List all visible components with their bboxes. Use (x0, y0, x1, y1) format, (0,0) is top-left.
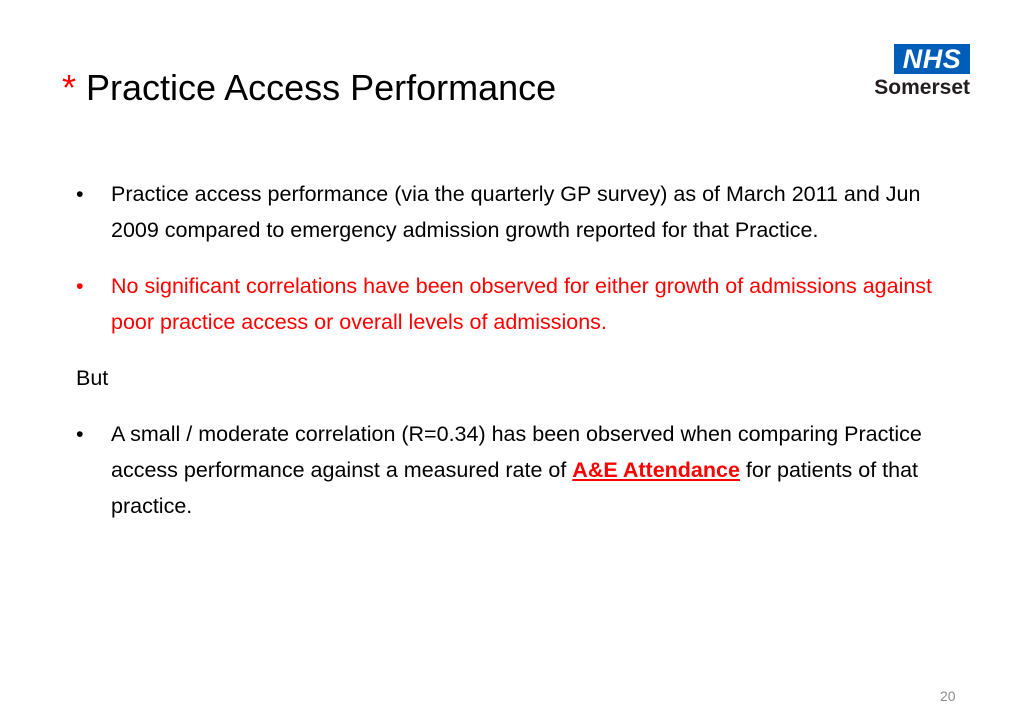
plain-paragraph: But (76, 366, 109, 390)
ae-attendance-link[interactable]: A&E Attendance (572, 458, 740, 482)
slide-title (62, 66, 556, 110)
organization-name: Somerset (874, 76, 970, 99)
bullet-text-suffix: for patients of that practice. (111, 458, 919, 518)
nhs-somerset-logo (858, 44, 970, 104)
title-asterisk: * (62, 67, 77, 108)
nhs-logo-badge: NHS (894, 44, 970, 74)
bullet-dot-icon: • (76, 274, 84, 298)
bullet-text: Practice access performance (via the quarterly GP survey) as of March 2011 and Jun 2009 compared to emergency admission growth reported for that Practice. (111, 182, 921, 242)
bullet-item (76, 176, 966, 248)
bullet-text-prefix: A small / moderate correlation (R=0.34) has been observed when comparing Practice access performance against a measured rate of (111, 422, 922, 482)
title-text: Practice Access Performance (86, 67, 557, 108)
bullet-text: No significant correlations have been observed for either growth of admissions against poor practice access or overall levels of admissions. (111, 274, 933, 334)
page-number: 20 (940, 688, 956, 704)
bullet-item (76, 416, 966, 524)
bullet-dot-icon: • (76, 182, 84, 206)
bullet-dot-icon: • (76, 422, 84, 446)
bullet-item-highlighted (76, 268, 966, 340)
slide-body (76, 176, 966, 544)
